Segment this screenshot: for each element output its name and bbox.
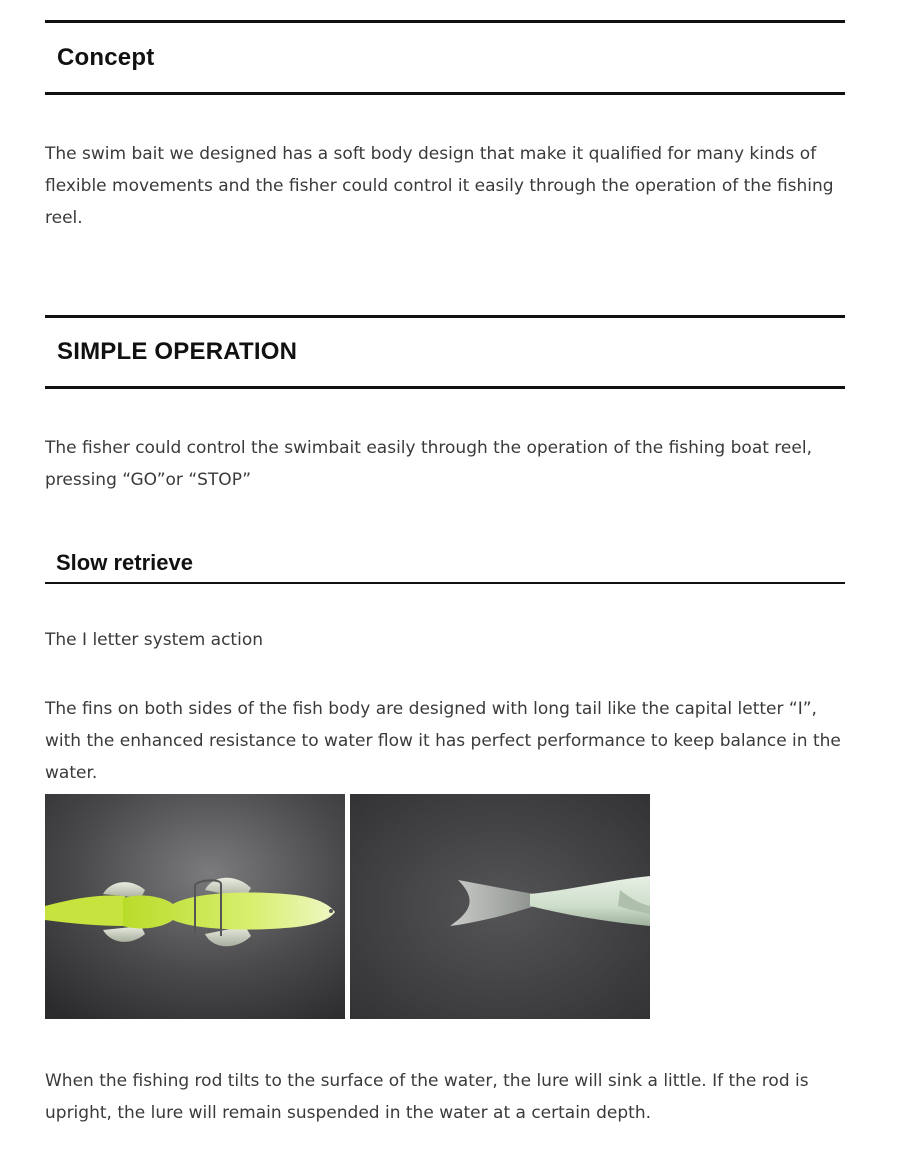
slow-retrieve-paragraph: The fins on both sides of the fish body are designed with long tail like the capital letter “I”, with the enhanced resistance to water flow it has perfect performance to keep balance in the water. [45,699,841,783]
simple-operation-paragraph: The fisher could control the swimbait easily through the operation of the fishing boat reel, pressing “GO”or “STOP” [45,438,812,490]
slow-retrieve-heading: Slow retrieve [56,550,193,575]
lure-top-view-photo [45,794,345,1019]
depth-caption-paragraph: When the fishing rod tilts to the surface of the water, the lure will sink a little. If the rod is upright, the lure will remain suspended in the water at a certain depth. [45,1071,809,1123]
concept-paragraph: The swim bait we designed has a soft body design that make it qualified for many kinds of flexible movements and the fisher could control it easily through the operation of the fishing reel. [45,144,834,228]
concept-heading-box [45,20,845,95]
slow-retrieve-heading-box [45,550,845,584]
simple-operation-heading-box [45,315,845,389]
concept-heading: Concept [57,43,155,71]
lure-tail-fin-photo [350,794,650,1019]
simple-operation-heading: SIMPLE OPERATION [57,338,298,365]
slow-retrieve-subtitle: The I letter system action [45,630,263,650]
